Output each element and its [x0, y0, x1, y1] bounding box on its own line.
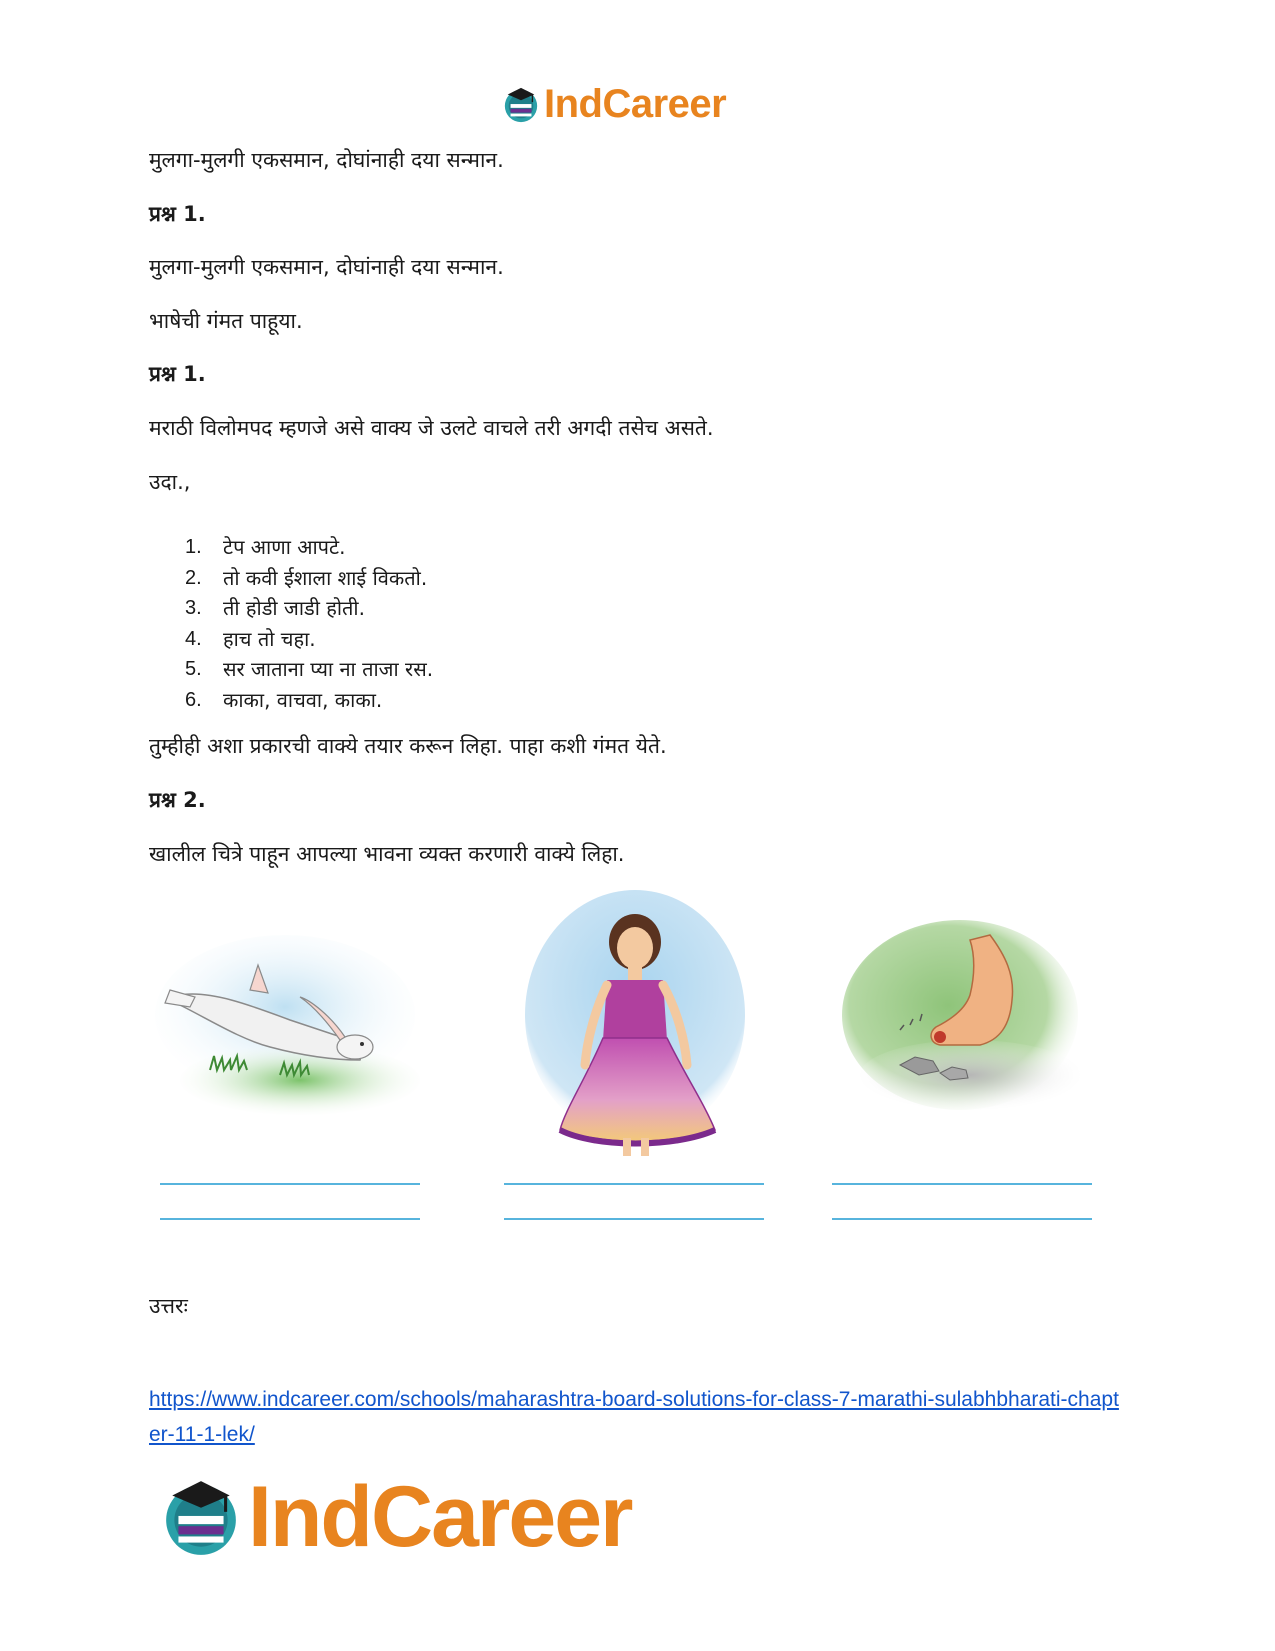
example-list — [185, 532, 433, 715]
instruction-line: तुम्हीही अशा प्रकारची वाक्ये तयार करून लिहा. पाहा कशी गंमत येते. — [149, 734, 667, 758]
girl-illustration — [515, 890, 755, 1160]
answer-blank-line — [160, 1218, 420, 1220]
answer-blank-line — [504, 1218, 764, 1220]
heading-line: मुलगा-मुलगी एकसमान, दोघांनाही दया सन्मान. — [149, 148, 504, 172]
picture-instruction: खालील चित्रे पाहून आपल्या भावना व्यक्त करणारी वाक्ये लिहा. — [149, 842, 625, 866]
section-title: भाषेची गंमत पाहूया. — [149, 309, 303, 333]
logo-text: IndCareer — [248, 1469, 632, 1565]
logo-text: IndCareer — [544, 82, 727, 126]
answer-label: उत्तरः — [149, 1294, 188, 1318]
palindrome-definition: मराठी विलोमपद म्हणजे असे वाक्य जे उलटे वाचले तरी अगदी तसेच असते. — [149, 416, 714, 440]
answer-line: मुलगा-मुलगी एकसमान, दोघांनाही दया सन्मान. — [149, 255, 504, 279]
list-item: 5. सर जाताना प्या ना ताजा रस. — [185, 657, 434, 681]
list-item: 4. हाच तो चहा. — [185, 626, 316, 651]
list-item: 3. ती होडी जाडी होती. — [185, 596, 365, 620]
question-1-label: प्रश्न 1. — [149, 202, 206, 226]
rabbit-illustration — [150, 935, 420, 1120]
example-label: उदा., — [149, 470, 191, 494]
indcareer-logo-top — [502, 82, 726, 127]
graduation-globe-icon — [502, 86, 540, 124]
graduation-globe-icon — [160, 1477, 242, 1559]
answer-blank-line — [832, 1218, 1092, 1220]
solution-link[interactable]: https://www.indcareer.com/schools/maharashtra-board-solutions-for-class-7-marathi-sulabhbharati-chapter-11-1-lek/ — [149, 1388, 1119, 1446]
answer-blank-line — [160, 1183, 420, 1185]
injured-foot-illustration — [840, 915, 1090, 1125]
list-item: 6. काका, वाचवा, काका. — [185, 687, 383, 712]
question-1-label-2: प्रश्न 1. — [149, 362, 206, 386]
answer-blank-line — [504, 1183, 764, 1185]
indcareer-logo-bottom — [160, 1468, 632, 1567]
answer-blank-line — [832, 1183, 1092, 1185]
list-item: 1. टेप आणा आपटे. — [185, 535, 346, 559]
question-2-label: प्रश्न 2. — [149, 788, 206, 812]
list-item: 2. तो कवी ईशाला शाई विकतो. — [185, 565, 428, 590]
